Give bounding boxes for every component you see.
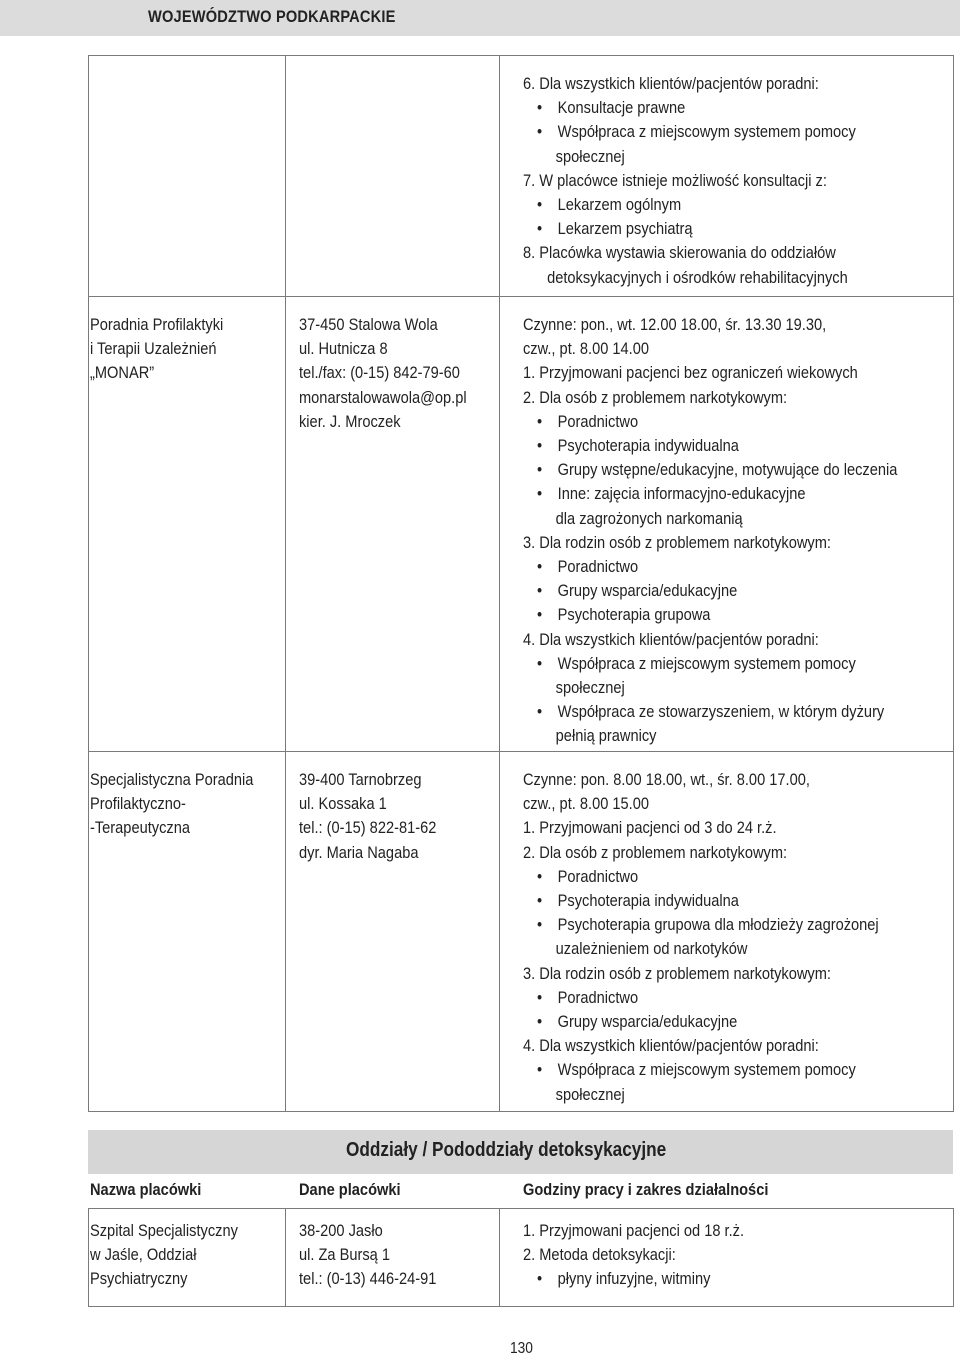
text-line: 38-200 Jasło <box>299 1221 383 1240</box>
bullet-item <box>537 1267 746 1291</box>
text-line: Profilaktyczno- <box>90 794 186 814</box>
section-title: Oddziały / Pododdziały detoksykacyjne <box>346 1139 667 1161</box>
bullet-item <box>537 410 897 434</box>
text-line: 37-450 Stalowa Wola <box>299 315 438 334</box>
bullet-text: Grupy wsparcia/edukacyjne <box>557 1012 738 1032</box>
column-header-name: Nazwa placówki <box>90 1180 202 1199</box>
bullet-icon: • <box>537 557 543 577</box>
bullet-item <box>537 217 856 241</box>
text-line: „MONAR” <box>90 363 155 383</box>
text-line: czw., pt. 8.00 14.00 <box>523 339 649 359</box>
bullet-icon: • <box>537 581 543 601</box>
bullet-icon: • <box>537 605 543 625</box>
numbered-item: 1. Przyjmowani pacjenci od 3 do 24 r.ż. <box>523 818 777 838</box>
text-line: w Jaśle, Oddział <box>90 1245 197 1265</box>
facility-services <box>523 1219 780 1292</box>
continuation-line: dla zagrożonych narkomanią <box>555 508 743 528</box>
text-line: -Terapeutyczna <box>90 818 190 838</box>
bullet-item <box>537 120 856 144</box>
text-line: dyr. Maria Nagaba <box>299 842 419 862</box>
facility-name <box>90 313 245 386</box>
bullet-text: Psychoterapia grupowa dla młodzieży zagrożonej <box>557 915 879 935</box>
column-divider <box>88 55 89 1112</box>
bullet-icon: • <box>537 195 543 215</box>
bullet-text: Poradnictwo <box>557 557 639 577</box>
bullet-text: Współpraca z miejscowym systemem pomocy <box>557 653 856 673</box>
text-line: i Terapii Uzależnień <box>90 339 217 359</box>
facility-details <box>299 1219 459 1292</box>
row-divider <box>88 55 954 56</box>
bullet-item <box>537 1010 879 1034</box>
facility-details <box>299 768 459 865</box>
bullet-text: Współpraca z miejscowym systemem pomocy <box>557 122 856 142</box>
column-divider <box>285 1208 286 1306</box>
bullet-text: Poradnictwo <box>557 411 639 431</box>
numbered-item: 6. Dla wszystkich klientów/pacjentów poradni: <box>523 74 819 93</box>
numbered-item: 4. Dla wszystkich klientów/pacjentów poradni: <box>523 629 819 649</box>
bullet-text: Współpraca ze stowarzyszeniem, w którym dyżury <box>557 702 885 722</box>
bullet-icon: • <box>537 891 543 911</box>
column-divider <box>499 1208 500 1306</box>
bullet-icon: • <box>537 1060 543 1080</box>
row-divider <box>88 1111 954 1112</box>
bullet-icon: • <box>537 484 543 504</box>
header-band <box>0 0 960 36</box>
numbered-item: 8. Placówka wystawia skierowania do oddziałów <box>523 243 836 263</box>
text-line: monarstalowawola@op.pl <box>299 387 467 407</box>
bullet-text: Grupy wstępne/edukacyjne, motywujące do leczenia <box>557 460 898 480</box>
text-line: czw., pt. 8.00 15.00 <box>523 794 649 814</box>
continuation-line: społecznej <box>555 146 625 166</box>
facility-details <box>299 313 494 434</box>
numbered-item: 4. Dla wszystkich klientów/pacjentów poradni: <box>523 1036 819 1056</box>
bullet-icon: • <box>537 1269 543 1289</box>
bullet-icon: • <box>537 122 543 142</box>
text-line: Czynne: pon., wt. 12.00 18.00, śr. 13.30 19.30, <box>523 315 827 334</box>
text-line: Szpital Specjalistyczny <box>90 1221 238 1240</box>
bullet-icon: • <box>537 1012 543 1032</box>
row-divider <box>88 751 954 752</box>
bullet-icon: • <box>537 915 543 935</box>
facility-services <box>523 768 934 1107</box>
numbered-item: 3. Dla rodzin osób z problemem narkotykowym: <box>523 532 831 552</box>
bullet-text: Inne: zajęcia informacyjno-edukacyjne <box>557 484 806 504</box>
bullet-text: Psychoterapia indywidualna <box>557 891 739 911</box>
numbered-item: 1. Przyjmowani pacjenci od 18 r.ż. <box>523 1221 745 1240</box>
continued-services <box>523 72 908 290</box>
row-divider <box>88 1208 954 1209</box>
bullet-item <box>537 1058 879 1082</box>
bullet-icon: • <box>537 702 543 722</box>
numbered-item: 2. Dla osób z problemem narkotykowym: <box>523 842 788 862</box>
facility-name <box>90 768 280 841</box>
numbered-item: 2. Metoda detoksykacji: <box>523 1245 676 1265</box>
bullet-text: Lekarzem ogólnym <box>557 195 682 215</box>
bullet-text: Konsultacje prawne <box>557 98 686 118</box>
text-line: Czynne: pon. 8.00 18.00, wt., śr. 8.00 17.00, <box>523 770 810 789</box>
bullet-item <box>537 700 897 724</box>
bullet-text: Lekarzem psychiatrą <box>557 219 693 239</box>
text-line: ul. Kossaka 1 <box>299 794 387 814</box>
bullet-item <box>537 434 897 458</box>
row-divider <box>88 1306 954 1307</box>
bullet-item <box>537 913 879 937</box>
text-line: tel.: (0-13) 446-24-91 <box>299 1269 437 1289</box>
numbered-item: 2. Dla osób z problemem narkotykowym: <box>523 387 788 407</box>
row-divider <box>88 296 954 297</box>
text-line: Psychiatryczny <box>90 1269 188 1289</box>
bullet-item <box>537 482 897 506</box>
bullet-item <box>537 986 879 1010</box>
bullet-item <box>537 603 897 627</box>
numbered-item: 1. Przyjmowani pacjenci bez ograniczeń wiekowych <box>523 363 858 383</box>
bullet-text: Poradnictwo <box>557 987 639 1007</box>
text-line: ul. Hutnicza 8 <box>299 339 388 359</box>
column-header-services: Godziny pracy i zakres działalności <box>523 1180 769 1199</box>
text-line: tel.: (0-15) 822-81-62 <box>299 818 437 838</box>
text-line: Specjalistyczna Poradnia <box>90 770 254 789</box>
bullet-item <box>537 889 879 913</box>
continuation-line: pełnią prawnicy <box>555 726 657 746</box>
bullet-icon: • <box>537 653 543 673</box>
bullet-item <box>537 96 856 120</box>
bullet-item <box>537 652 897 676</box>
bullet-item <box>537 865 879 889</box>
bullet-item <box>537 458 897 482</box>
column-divider <box>499 55 500 1112</box>
text-line: Poradnia Profilaktyki <box>90 315 224 334</box>
numbered-item: 3. Dla rodzin osób z problemem narkotykowym: <box>523 963 831 983</box>
bullet-text: Współpraca z miejscowym systemem pomocy <box>557 1060 856 1080</box>
bullet-item <box>537 555 897 579</box>
page-number: 130 <box>510 1340 533 1357</box>
bullet-icon: • <box>537 411 543 431</box>
bullet-icon: • <box>537 460 543 480</box>
page-header-title: WOJEWÓDZTWO PODKARPACKIE <box>148 7 396 26</box>
bullet-icon: • <box>537 987 543 1007</box>
column-divider <box>953 1208 954 1306</box>
continuation-line: uzależnieniem od narkotyków <box>555 939 748 959</box>
bullet-item <box>537 579 897 603</box>
continuation-line: społecznej <box>555 678 625 698</box>
facility-name <box>90 1219 262 1292</box>
text-line: kier. J. Mroczek <box>299 411 401 431</box>
column-header-details: Dane placówki <box>299 1180 401 1199</box>
bullet-text: Grupy wsparcia/edukacyjne <box>557 581 738 601</box>
bullet-text: Psychoterapia grupowa <box>557 605 711 625</box>
bullet-icon: • <box>537 436 543 456</box>
facility-services <box>523 313 956 749</box>
column-divider <box>88 1208 89 1306</box>
numbered-item: 7. W placówce istnieje możliwość konsultacji z: <box>523 170 827 190</box>
bullet-icon: • <box>537 98 543 118</box>
bullet-text: płyny infuzyjne, witminy <box>557 1269 711 1289</box>
text-line: tel./fax: (0-15) 842-79-60 <box>299 363 460 383</box>
bullet-icon: • <box>537 866 543 886</box>
text-line: ul. Za Bursą 1 <box>299 1245 391 1265</box>
continuation-line: detoksykacyjnych i ośrodków rehabilitacyjnych <box>547 267 848 287</box>
bullet-text: Psychoterapia indywidualna <box>557 436 739 456</box>
continuation-line: społecznej <box>555 1084 625 1104</box>
bullet-text: Poradnictwo <box>557 866 639 886</box>
column-divider <box>285 55 286 1112</box>
text-line: 39-400 Tarnobrzeg <box>299 770 422 789</box>
bullet-item <box>537 193 856 217</box>
bullet-icon: • <box>537 219 543 239</box>
